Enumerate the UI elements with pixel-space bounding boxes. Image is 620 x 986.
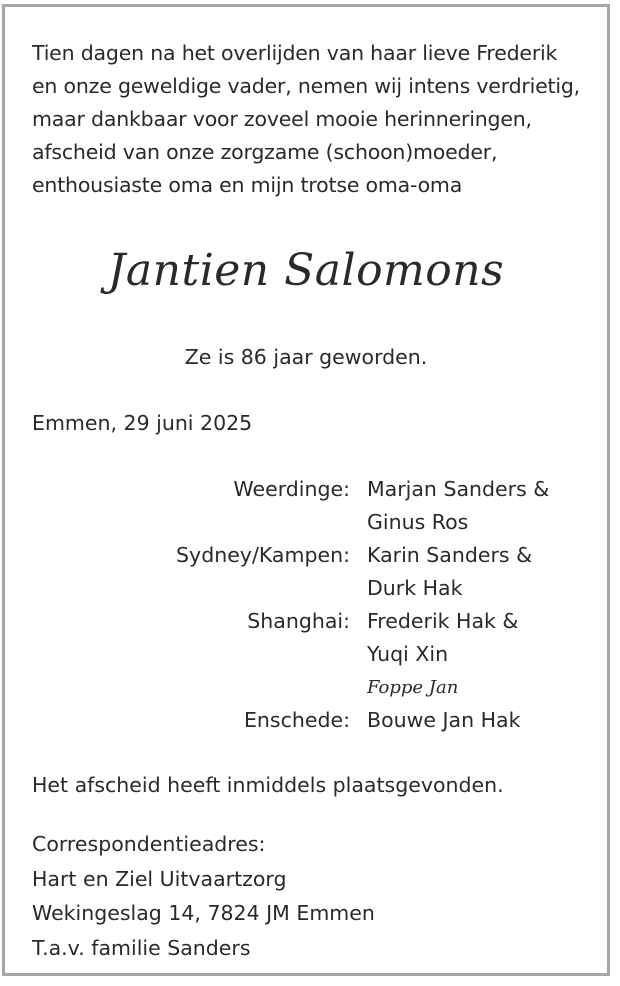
- farewell-text: Het afscheid heeft inmiddels plaatsgevonden.: [32, 773, 504, 797]
- intro-text: [32, 37, 602, 202]
- grandchild-name: Foppe Jan: [367, 677, 459, 698]
- family-name-line: Karin Sanders &: [367, 543, 533, 567]
- family-names: [367, 605, 518, 704]
- intro-line: maar dankbaar voor zoveel mooie herinneringen,: [32, 107, 532, 131]
- family-place: Weerdinge:: [233, 477, 350, 501]
- family-name-line: Durk Hak: [367, 576, 463, 600]
- family-row: [5, 605, 607, 704]
- intro-line: afscheid van onze zorgzame (schoon)moeder,: [32, 140, 498, 164]
- family-name-line: Yuqi Xin: [367, 642, 449, 666]
- family-list: [5, 473, 607, 737]
- family-name-line: Ginus Ros: [367, 510, 469, 534]
- family-names: [367, 539, 532, 605]
- family-row: [5, 704, 607, 737]
- family-place: Enschede:: [243, 708, 350, 732]
- family-place: Shanghai:: [247, 609, 350, 633]
- address-line: Correspondentieadres:: [32, 832, 266, 856]
- intro-line: Tien dagen na het overlijden van haar lieve Frederik: [32, 41, 558, 65]
- family-place: Sydney/Kampen:: [176, 543, 350, 567]
- address-line: Wekingeslag 14, 7824 JM Emmen: [32, 901, 375, 925]
- intro-line: en onze geweldige vader, nemen wij intens verdrietig,: [32, 74, 580, 98]
- address-line: T.a.v. familie Sanders: [32, 935, 251, 960]
- age-text: Ze is 86 jaar geworden.: [184, 345, 428, 369]
- address-line: Hart en Ziel Uitvaartzorg: [32, 866, 287, 891]
- family-name-line: Frederik Hak &: [367, 609, 519, 633]
- deceased-name: Jantien Salomons: [107, 245, 505, 296]
- family-row: [5, 539, 607, 605]
- family-name-line: Bouwe Jan Hak: [367, 708, 521, 732]
- family-row: [5, 473, 607, 539]
- family-names: [367, 473, 549, 539]
- intro-line: enthousiaste oma en mijn trotse oma-oma: [32, 173, 463, 197]
- place-date: Emmen, 29 juni 2025: [32, 411, 253, 435]
- family-names: [367, 704, 520, 737]
- correspondence-address: [32, 827, 375, 965]
- obituary-card: [2, 4, 610, 976]
- family-name-line: Marjan Sanders &: [367, 477, 550, 501]
